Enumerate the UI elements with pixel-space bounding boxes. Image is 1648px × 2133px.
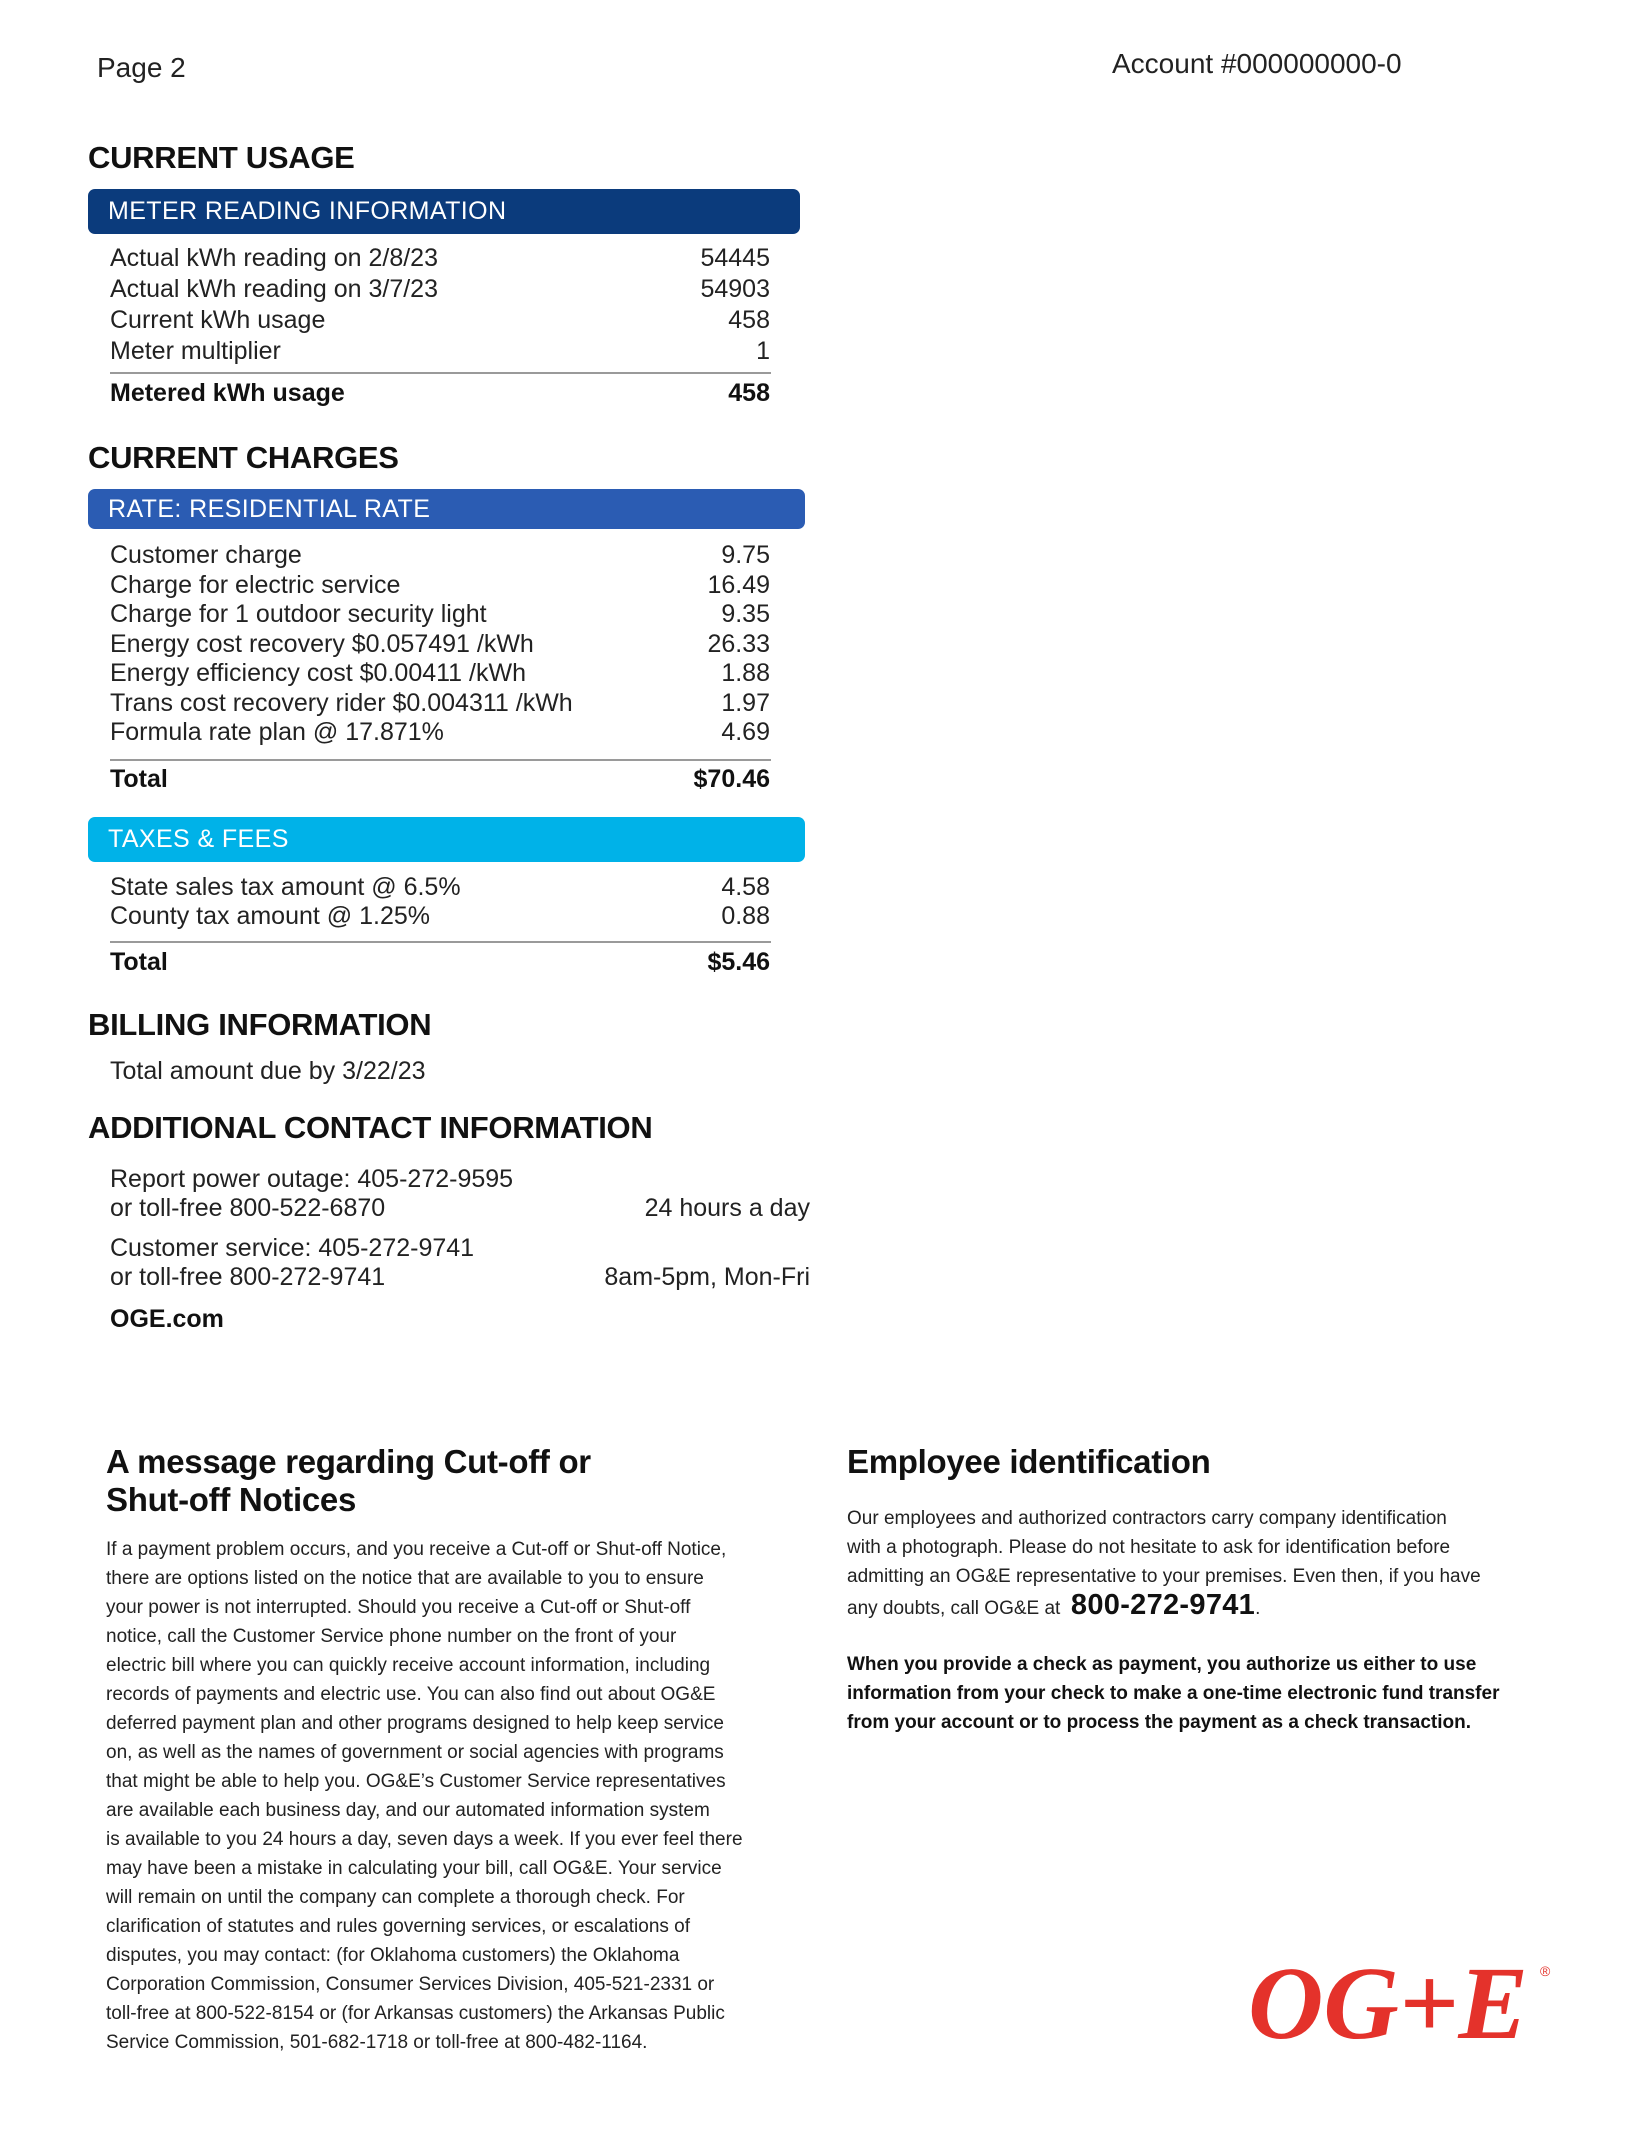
svg-text:OG+E: OG+E <box>1248 1950 1528 2050</box>
cutoff-message-line: disputes, you may contact: (for Oklahoma customers) the Oklahoma <box>106 1945 680 1966</box>
billing-info-title: BILLING INFORMATION <box>88 1007 432 1042</box>
charges-table <box>110 541 770 748</box>
current-usage-title: CURRENT USAGE <box>88 140 355 175</box>
table-row: County tax amount @ 1.25% 0.88 <box>110 902 770 930</box>
table-row: Trans cost recovery rider $0.004311 /kWh 1.97 <box>110 688 770 717</box>
website-link[interactable]: OGE.com <box>110 1305 224 1333</box>
cutoff-message-body <box>106 1535 826 2057</box>
oge-logo-mark <box>1248 1950 1568 2050</box>
cutoff-message-line: on, as well as the names of government or social agencies with programs <box>106 1742 724 1763</box>
employee-id-phone: 800-272-9741 <box>1070 1589 1256 1621</box>
contact-info-title: ADDITIONAL CONTACT INFORMATION <box>88 1110 653 1145</box>
cutoff-message-line: Service Commission, 501-682-1718 or toll-free at 800-482-1164. <box>106 2032 648 2053</box>
taxes-total: Total $5.46 <box>110 948 770 976</box>
cutoff-message-line: is available to you 24 hours a day, seven days a week. If you ever feel there <box>106 1829 743 1850</box>
cutoff-message-line: clarification of statutes and rules governing services, or escalations of <box>106 1916 691 1937</box>
account-number: Account #000000000-0 <box>1112 48 1402 79</box>
charges-total: Total $70.46 <box>110 765 770 793</box>
cutoff-message-line: records of payments and electric use. You can also find out about OG&E <box>106 1684 716 1705</box>
employee-id-body: Our employees and authorized contractors carry company identification with a photograph. Please do not hesitate to ask for identification before admitting an OG&E representative to your premises. Even then, if you have any doubts, call OG&E at 800-272-9741. <box>847 1508 1481 1621</box>
cutoff-message-line: electric bill where you can quickly receive account information, including <box>106 1655 711 1676</box>
oge-logo <box>1248 1950 1568 2050</box>
meter-reading-band: METER READING INFORMATION <box>88 189 800 234</box>
taxes-table <box>110 873 770 931</box>
check-payment-notice: When you provide a check as payment, you authorize us either to use information from your check to make a one-time electronic fund transfer from your account or to process the payment as a check transaction. <box>847 1654 1500 1733</box>
meter-reading-table <box>110 243 770 367</box>
cutoff-message-line: will remain on until the company can complete a thorough check. For <box>106 1887 685 1908</box>
svg-text:®: ® <box>1540 1963 1551 1979</box>
cutoff-message-line: your power is not interrupted. Should you receive a Cut-off or Shut-off <box>106 1597 691 1618</box>
cutoff-message-line: If a payment problem occurs, and you receive a Cut-off or Shut-off Notice, <box>106 1539 727 1560</box>
amount-due-text: Total amount due by 3/22/23 <box>110 1057 426 1085</box>
outage-tollfree-line: or toll-free 800-522-6870 <box>110 1194 386 1222</box>
table-row: Charge for electric service 16.49 <box>110 570 770 599</box>
table-row: Energy efficiency cost $0.00411 /kWh 1.88 <box>110 659 770 687</box>
customer-service-contact <box>110 1234 810 1292</box>
cutoff-message-line: that might be able to help you. OG&E’s Customer Service representatives <box>106 1771 726 1792</box>
table-row: Formula rate plan @ 17.871% 4.69 <box>110 718 770 746</box>
cutoff-message-line: there are options listed on the notice that are available to you to ensure <box>106 1568 704 1589</box>
current-charges-title: CURRENT CHARGES <box>88 440 399 475</box>
table-row: Actual kWh reading on 3/7/23 54903 <box>110 275 770 303</box>
table-row: Charge for 1 outdoor security light 9.35 <box>110 600 770 628</box>
divider <box>110 941 771 943</box>
cutoff-message-line: Corporation Commission, Consumer Services Division, 405-521-2331 or <box>106 1974 715 1995</box>
taxes-fees-band: TAXES & FEES <box>88 817 805 862</box>
cutoff-message-title: A message regarding Cut-off or Shut-off Notices <box>106 1443 591 1518</box>
power-outage-contact <box>110 1165 810 1223</box>
metered-usage-total: Metered kWh usage 458 <box>110 379 770 407</box>
cutoff-message-line: may have been a mistake in calculating your bill, call OG&E. Your service <box>106 1858 722 1879</box>
rate-band: RATE: RESIDENTIAL RATE <box>88 489 805 529</box>
service-tollfree-line: or toll-free 800-272-9741 <box>110 1263 386 1291</box>
cutoff-message-line: notice, call the Customer Service phone number on the front of your <box>106 1626 677 1647</box>
employee-id-title: Employee identification <box>847 1443 1211 1480</box>
table-row: Meter multiplier 1 <box>110 337 770 365</box>
cutoff-message-line: toll-free at 800-522-8154 or (for Arkansas customers) the Arkansas Public <box>106 2003 725 2024</box>
service-hours: 8am-5pm, Mon-Fri <box>604 1263 810 1291</box>
cutoff-message-line: are available each business day, and our automated information system <box>106 1800 710 1821</box>
page-number: Page 2 <box>97 52 186 83</box>
table-row: Customer charge 9.75 <box>110 541 770 569</box>
outage-phone-line: Report power outage: 405-272-9595 <box>110 1165 514 1193</box>
divider <box>110 372 771 374</box>
divider <box>110 759 771 761</box>
table-row: Actual kWh reading on 2/8/23 54445 <box>110 244 770 272</box>
table-row: Energy cost recovery $0.057491 /kWh 26.33 <box>110 629 770 658</box>
table-row: Current kWh usage 458 <box>110 306 770 334</box>
table-row: State sales tax amount @ 6.5% 4.58 <box>110 873 770 901</box>
service-phone-line: Customer service: 405-272-9741 <box>110 1234 475 1262</box>
outage-hours: 24 hours a day <box>644 1194 810 1222</box>
cutoff-message-line: deferred payment plan and other programs designed to help keep service <box>106 1713 724 1734</box>
